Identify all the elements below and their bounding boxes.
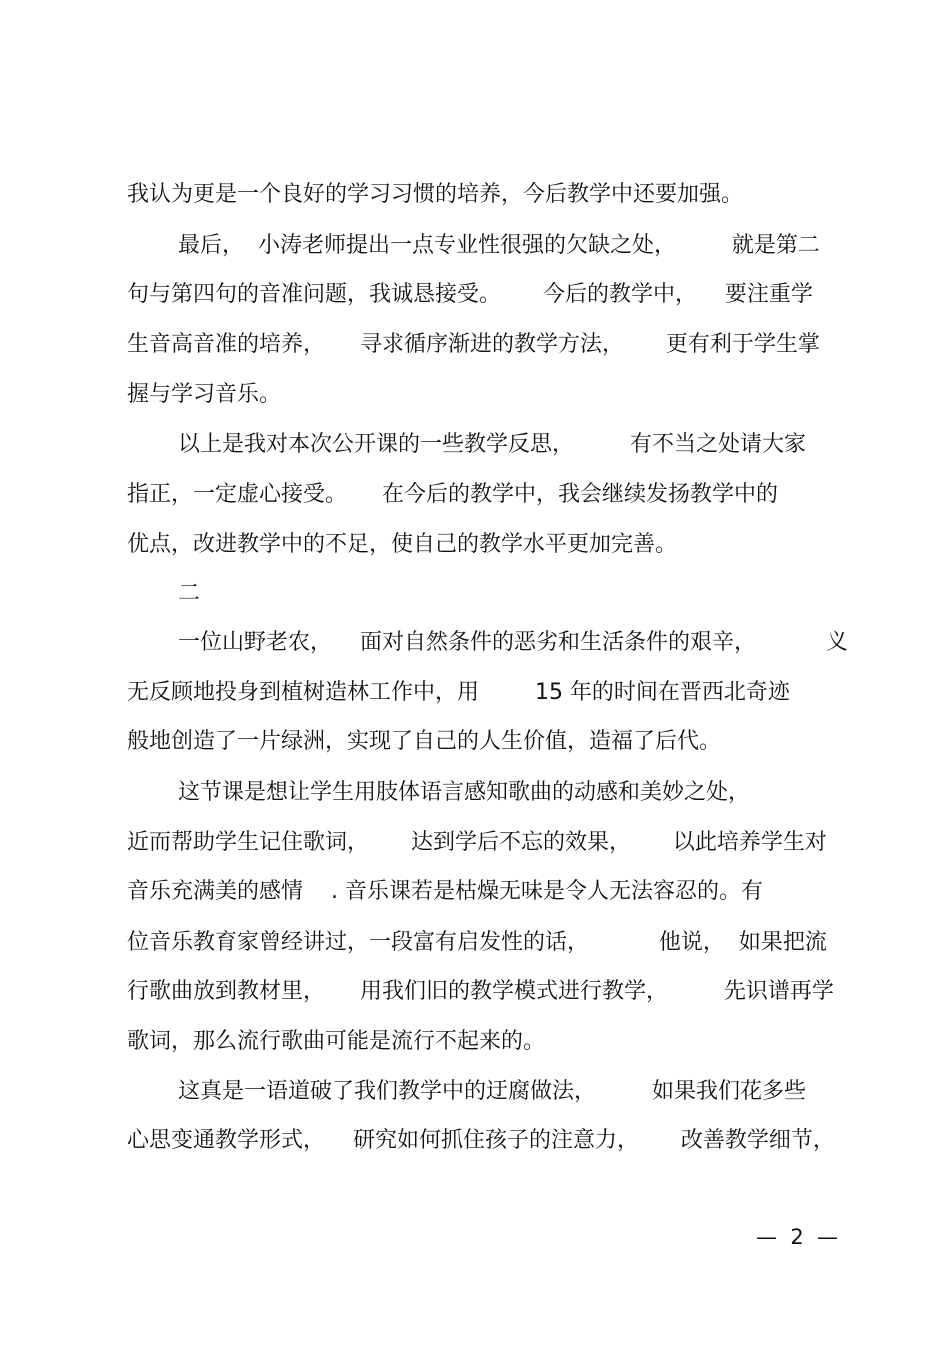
text-line-5: 握与学习音乐。 <box>127 382 282 407</box>
text-line-7: 指正，一定虚心接受。 在今后的教学中，我会继续发扬教学中的 <box>127 482 778 507</box>
section-heading: 二 <box>178 581 201 606</box>
text-line-18: 这真是一语道破了我们教学中的迂腐做法， 如果我们花多些 <box>178 1079 806 1104</box>
text-line-10: 无反顾地投身到植树造林工作中，用 15 年的时间在晋西北奇迹 <box>127 680 790 705</box>
text-line-6: 以上是我对本次公开课的一些教学反思， 有不当之处请大家 <box>178 432 806 457</box>
text-line-15: 位音乐教育家曾经讲过，一段富有启发性的话， 他说， 如果把流 <box>127 930 827 955</box>
text-line-14: 音乐充满美的感情 . 音乐课若是枯燥无味是令人无法容忍的。有 <box>127 879 763 904</box>
page-number: — 2 — <box>756 1225 839 1249</box>
text-line-9: 一位山野老农， 面对自然条件的恶劣和生活条件的艰辛， 义 <box>178 630 848 655</box>
text-line-12: 这节课是想让学生用肢体语言感知歌曲的动感和美妙之处， <box>178 780 751 805</box>
text-line-17: 歌词，那么流行歌曲可能是流行不起来的。 <box>127 1029 546 1054</box>
text-line-19: 心思变通教学形式， 研究如何抓住孩子的注意力， 改善教学细节， <box>127 1128 835 1153</box>
text-line-13: 近而帮助学生记住歌词， 达到学后不忘的效果， 以此培养学生对 <box>127 830 827 855</box>
text-line-8: 优点，改进教学中的不足，使自己的教学水平更加完善。 <box>127 532 678 557</box>
text-line-16: 行歌曲放到教材里， 用我们旧的教学模式进行教学， 先识谱再学 <box>127 979 834 1004</box>
text-line-2: 最后， 小涛老师提出一点专业性很强的欠缺之处， 就是第二 <box>178 233 820 258</box>
text-line-4: 生音高音准的培养， 寻求循序渐进的教学方法， 更有利于学生掌 <box>127 332 820 357</box>
text-line-3: 句与第四句的音准问题，我诚恳接受。 今后的教学中， 要注重学 <box>127 282 813 307</box>
text-line-1: 我认为更是一个良好的学习习惯的培养，今后教学中还要加强。 <box>127 182 744 207</box>
text-line-11: 般地创造了一片绿洲，实现了自己的人生价值，造福了后代。 <box>127 729 722 754</box>
